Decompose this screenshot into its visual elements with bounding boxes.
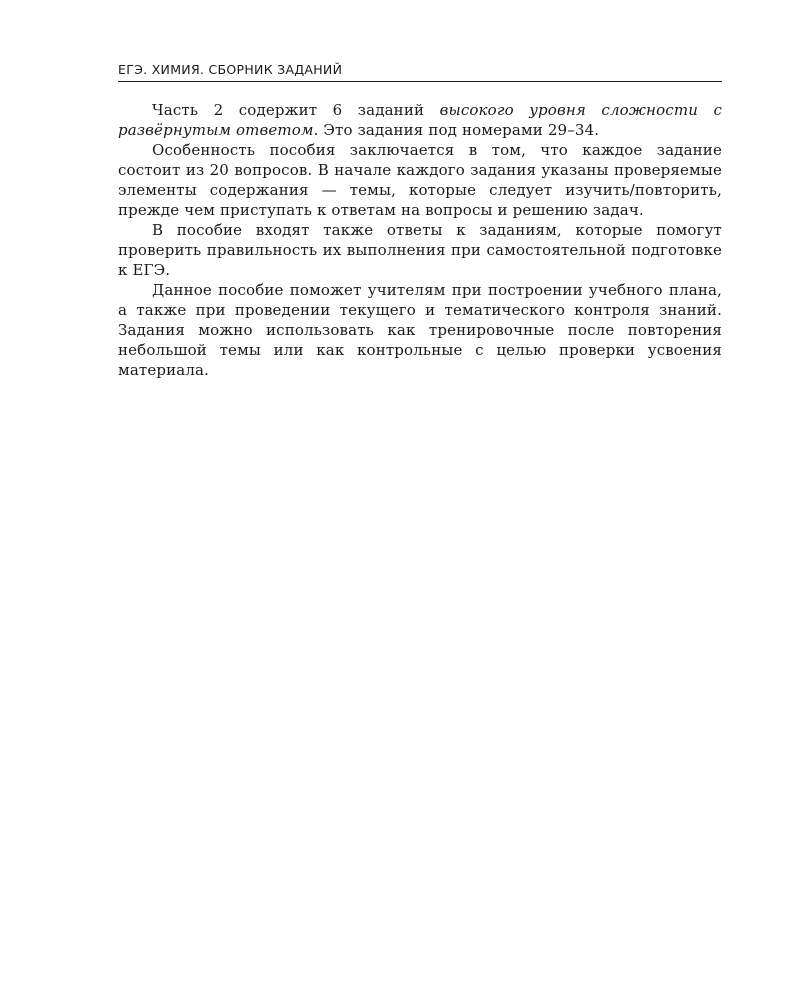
- paragraph-part-2: [118, 100, 722, 140]
- paragraph-teachers: Данное пособие поможет учителям при построении учебного плана, а также при проведении текущего и тематического контроля знаний. Задания можно использовать как тренировочные после повторения небольшой темы или как контрольные с целью проверки усвоения материала.: [118, 281, 722, 379]
- running-header: ЕГЭ. ХИМИЯ. СБОРНИК ЗАДАНИЙ: [118, 62, 722, 82]
- paragraph-part-2-tail: . Это задания под номерами 29–34.: [313, 121, 600, 139]
- document-page: [118, 62, 722, 380]
- paragraph-features: Особенность пособия заключается в том, что каждое задание состоит из 20 вопросов. В начале каждого задания указаны проверяемые элементы содержания — темы, которые следует изучить/повторить, прежде чем приступать к ответам на вопросы и решению задач.: [118, 141, 722, 219]
- paragraph-part-2-lead: Часть 2 содержит 6 заданий: [152, 101, 440, 119]
- paragraph-answers: В пособие входят также ответы к заданиям, которые помогут проверить правильность их выполнения при самостоятельной подготовке к ЕГЭ.: [118, 221, 722, 279]
- body-text: [118, 100, 722, 380]
- paragraph-part-2-emphasis: высокого уровня сложности с развёрнутым ответом: [118, 101, 723, 139]
